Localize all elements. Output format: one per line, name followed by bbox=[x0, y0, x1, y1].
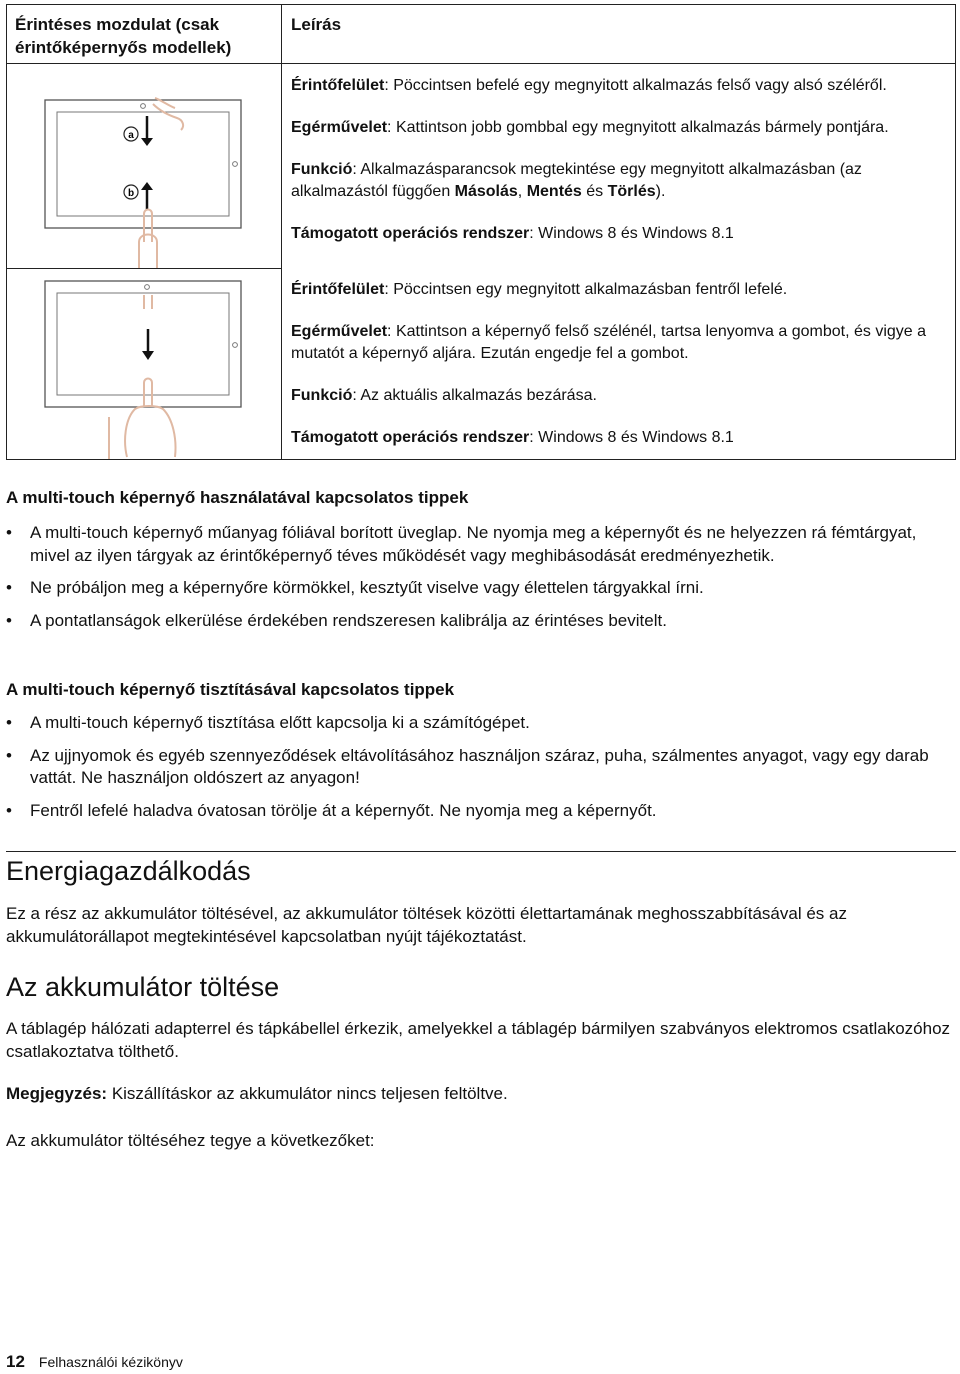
function-label: Funkció bbox=[291, 387, 353, 404]
section-divider bbox=[6, 851, 956, 852]
mouse-label: Egérművelet bbox=[291, 119, 388, 136]
cleaning-tips-list bbox=[6, 712, 956, 832]
cleaning-tips-heading: A multi-touch képernyő tisztításával kapcsolatos tippek bbox=[6, 680, 455, 699]
row1-touch bbox=[291, 75, 951, 97]
page-footer bbox=[6, 1352, 183, 1372]
label-a-text: a bbox=[128, 130, 134, 141]
energy-text: Ez a rész az akkumulátor töltésével, az akkumulátor töltések közötti élettartamának meghosszabbításával és az akkumulátorállapot megtekintésével kapcsolatban nyújt tájékoztatást. bbox=[6, 904, 847, 946]
touch-label: Érintőfelület bbox=[291, 281, 385, 298]
book-title: Felhasználói kézikönyv bbox=[38, 1354, 183, 1370]
swipe-down-close-illustration bbox=[7, 269, 281, 459]
usage-tips-heading: A multi-touch képernyő használatával kapcsolatos tippek bbox=[6, 488, 469, 507]
usage-tips-list bbox=[6, 522, 956, 642]
gesture-table bbox=[6, 4, 956, 460]
list-item: • Az ujjnyomok és egyéb szennyeződések eltávolításához használjon száraz, puha, szálmentes anyagot, vagy egy darab vattát. Ne használjon oldószert az anyagon! bbox=[6, 745, 956, 790]
function-text: : Alkalmazásparancsok megtekintése egy megnyitott alkalmazásban (az alkalmazástól függően bbox=[291, 161, 862, 200]
mouse-text: : Kattintson jobb gombbal egy megnyitott alkalmazás bármely pontjára. bbox=[387, 119, 889, 136]
function-label: Funkció bbox=[291, 161, 353, 178]
swipe-top-bottom-illustration bbox=[7, 64, 281, 268]
os-label: Támogatott operációs rendszer bbox=[291, 429, 530, 446]
row1-mouse bbox=[291, 117, 951, 139]
table-header-gesture bbox=[15, 13, 231, 59]
note-text: Kiszállításkor az akkumulátor nincs teljesen feltöltve. bbox=[107, 1084, 508, 1103]
list-item: • Fentről lefelé haladva óvatosan törölje át a képernyőt. Ne nyomja meg a képernyőt. bbox=[6, 800, 956, 823]
charging-heading: Az akkumulátor töltése bbox=[6, 972, 280, 1002]
mouse-label: Egérművelet bbox=[291, 323, 388, 340]
function-copy: Másolás bbox=[454, 183, 518, 200]
list-item: • A pontatlanságok elkerülése érdekében rendszeresen kalibrálja az érintéses bevitelt. bbox=[6, 610, 956, 633]
row1-description bbox=[291, 75, 951, 245]
label-b-text: b bbox=[127, 188, 135, 199]
energy-heading: Energiagazdálkodás bbox=[6, 856, 251, 886]
table-header-description: Leírás bbox=[291, 15, 342, 34]
charging-note bbox=[6, 1082, 956, 1105]
function-text: : Az aktuális alkalmazás bezárása. bbox=[352, 387, 597, 404]
list-item: • A multi-touch képernyő tisztítása előtt kapcsolja ki a számítógépet. bbox=[6, 712, 956, 735]
charging-steps-intro: Az akkumulátor töltéséhez tegye a következőket: bbox=[6, 1131, 375, 1150]
row2-function bbox=[291, 385, 951, 407]
os-text: : Windows 8 és Windows 8.1 bbox=[529, 225, 734, 242]
row2-mouse bbox=[291, 321, 951, 365]
charging-text: A táblagép hálózati adapterrel és tápkábellel érkezik, amelyekkel a táblagép bármilyen szabványos elektromos csatlakozóhoz csatlakoztatva tölthető. bbox=[6, 1019, 951, 1061]
table-column-divider bbox=[281, 5, 282, 459]
row1-function bbox=[291, 159, 951, 203]
function-end: ). bbox=[655, 183, 666, 200]
function-sep: , bbox=[517, 183, 527, 200]
page-number: 12 bbox=[6, 1352, 25, 1371]
os-text: : Windows 8 és Windows 8.1 bbox=[529, 429, 734, 446]
mouse-text: : Kattintson a képernyő felső szélénél, tartsa lenyomva a gombot, és vigye a mutatót a képernyő aljára. Ezután engedje fel a gombot. bbox=[291, 323, 927, 362]
note-label: Megjegyzés: bbox=[6, 1084, 108, 1103]
touch-text: : Pöccintsen befelé egy megnyitott alkalmazás felső vagy alsó széléről. bbox=[384, 77, 887, 94]
touch-label: Érintőfelület bbox=[291, 77, 385, 94]
list-item: • A multi-touch képernyő műanyag fóliával borított üveglap. Ne nyomja meg a képernyőt és ne helyezzen rá fémtárgyat, mivel az ilyen tárgyak az érintőképernyő téves működését vagy meghibásodását eredményezhetik. bbox=[6, 522, 956, 567]
header-line: érintőképernyős modellek) bbox=[15, 38, 232, 57]
list-item: • Ne próbáljon meg a képernyőre körmökkel, kesztyűt viselve vagy élettelen tárgyakkal írni. bbox=[6, 577, 956, 600]
row2-description bbox=[291, 279, 951, 449]
function-delete: Törlés bbox=[607, 183, 656, 200]
os-label: Támogatott operációs rendszer bbox=[291, 225, 530, 242]
row1-os bbox=[291, 223, 951, 245]
row2-touch bbox=[291, 279, 951, 301]
header-line: Érintéses mozdulat (csak bbox=[15, 15, 220, 34]
touch-text: : Pöccintsen egy megnyitott alkalmazásban fentről lefelé. bbox=[384, 281, 788, 298]
row2-os bbox=[291, 427, 951, 449]
function-sep: és bbox=[581, 183, 608, 200]
function-save: Mentés bbox=[526, 183, 582, 200]
